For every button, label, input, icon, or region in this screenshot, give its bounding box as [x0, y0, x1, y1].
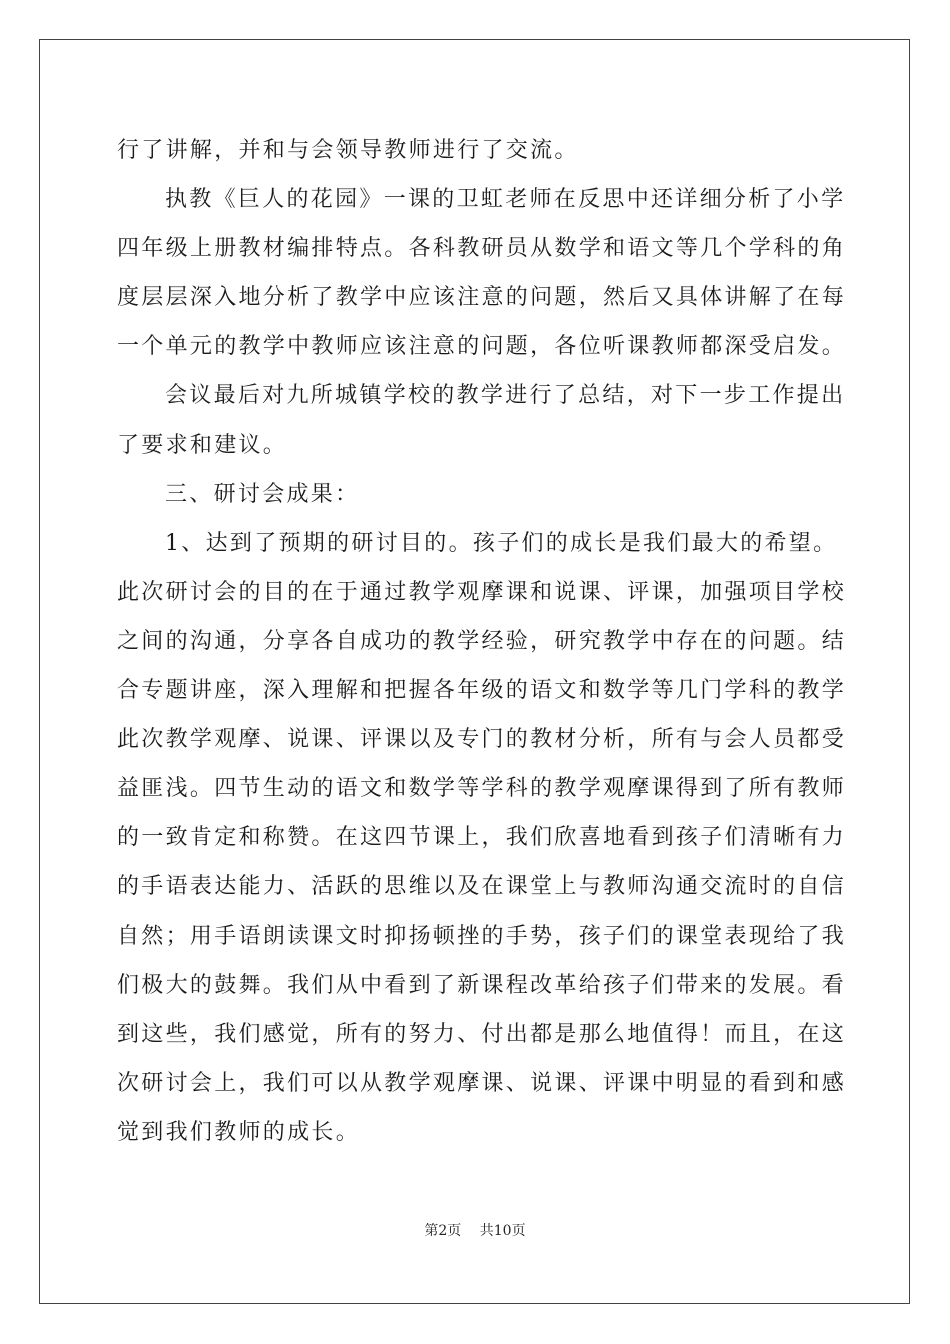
- text-line: 合专题讲座，深入理解和把握各年级的语文和数学等几门学科的教学: [117, 678, 847, 704]
- text-line: 此次教学观摩、说课、评课以及专门的教材分析，所有与会人员都受: [117, 727, 847, 753]
- text-line: 度层层深入地分析了教学中应该注意的问题，然后又具体讲解了在每: [117, 285, 847, 311]
- text-line: 自然；用手语朗读课文时抑扬顿挫的手势，孩子们的课堂表现给了我: [117, 923, 847, 949]
- text-line: 的一致肯定和称赞。在这四节课上，我们欣喜地看到孩子们清晰有力: [117, 825, 847, 851]
- text-line: 1、达到了预期的研讨目的。孩子们的成长是我们最大的希望。: [165, 530, 838, 556]
- text-line: 益匪浅。四节生动的语文和数学等学科的教学观摩课得到了所有教师: [117, 776, 847, 802]
- text-line: 三、研讨会成果：: [165, 481, 360, 507]
- text-line: 行了讲解，并和与会领导教师进行了交流。: [117, 138, 579, 163]
- document-body: [117, 126, 847, 1157]
- text-line: 的手语表达能力、活跃的思维以及在课堂上与教师沟通交流时的自信: [117, 874, 847, 900]
- text-line: 四年级上册教材编排特点。各科教研员从数学和语文等几个学科的角: [117, 236, 847, 262]
- text-line: 执教《巨人的花园》一课的卫虹老师在反思中还详细分析了小学: [165, 187, 846, 213]
- text-line: 会议最后对九所城镇学校的教学进行了总结，对下一步工作提出: [165, 383, 846, 409]
- text-line: 之间的沟通，分享各自成功的教学经验，研究教学中存在的问题。结: [117, 628, 847, 654]
- text-line: 了要求和建议。: [117, 432, 288, 458]
- text-line: 觉到我们教师的成长。: [117, 1119, 361, 1145]
- text-line: 到这些，我们感觉，所有的努力、付出都是那么地值得！而且，在这: [117, 1021, 847, 1047]
- text-line: 们极大的鼓舞。我们从中看到了新课程改革给孩子们带来的发展。看: [117, 972, 847, 998]
- page-number: 第2页: [424, 1223, 462, 1239]
- page-total: 共10页: [479, 1223, 526, 1239]
- page-footer: [0, 1220, 950, 1240]
- text-line: 一个单元的教学中教师应该注意的问题，各位听课教师都深受启发。: [117, 334, 847, 360]
- text-line: 次研讨会上，我们可以从教学观摩课、说课、评课中明显的看到和感: [117, 1070, 847, 1096]
- text-line: 此次研讨会的目的在于通过教学观摩课和说课、评课，加强项目学校: [117, 579, 847, 605]
